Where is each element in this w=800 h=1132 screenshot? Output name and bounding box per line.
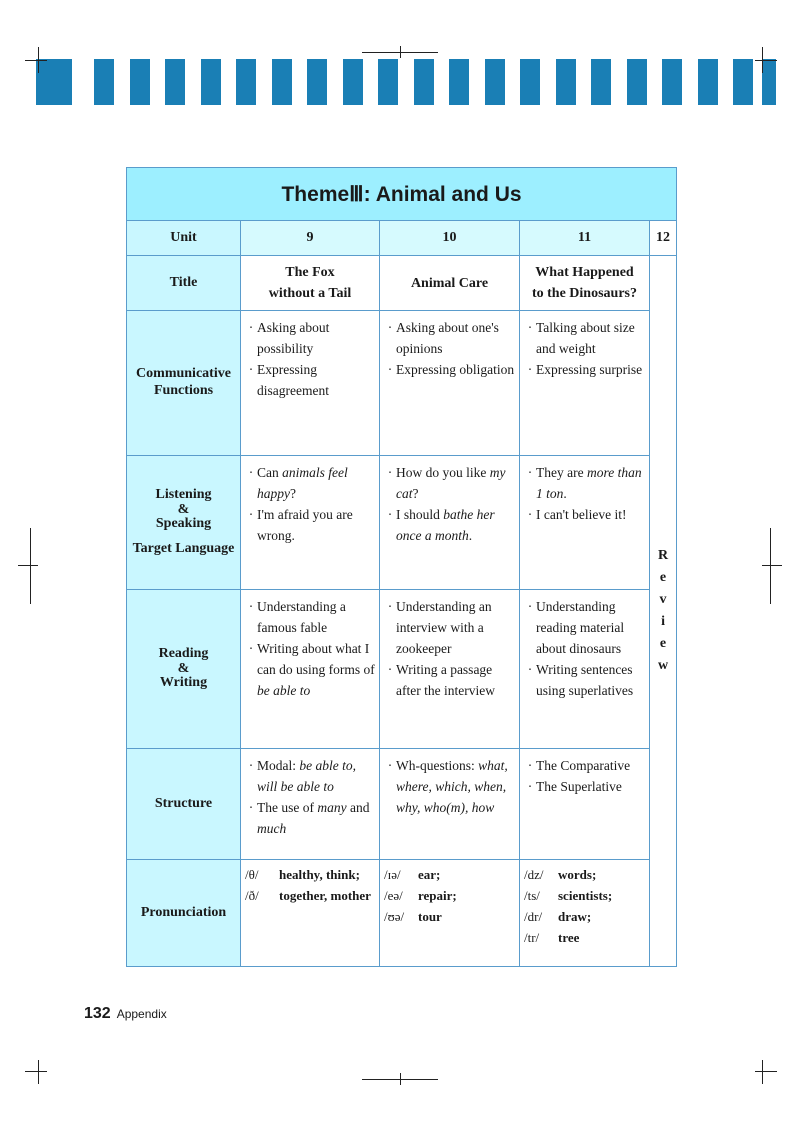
row-label-communicative: Communicative Functions — [127, 311, 241, 456]
row-label-title: Title — [127, 256, 241, 311]
title-unit-11: What Happened to the Dinosaurs? — [520, 256, 650, 311]
reading-unit-10: · Understanding an interview with a zookeeper · Writing a passage after the interview — [380, 590, 520, 749]
header-stripe — [36, 59, 776, 105]
title-unit-10: Animal Care — [380, 256, 520, 311]
listening-unit-10: · How do you like my cat? · I should bathe her once a month. — [380, 456, 520, 590]
communicative-unit-11: · Talking about size and weight · Expressing surprise — [520, 311, 650, 456]
listening-unit-11: · They are more than 1 ton. · I can't believe it! — [520, 456, 650, 590]
pronunciation-unit-9: /θ/ healthy, think; /ð/ together, mother — [241, 860, 380, 967]
syllabus-table — [126, 167, 677, 967]
review-column: R e v i e w — [650, 256, 677, 967]
title-unit-9: The Fox without a Tail — [241, 256, 380, 311]
listening-unit-9: · Can animals feel happy? · I'm afraid you are wrong. — [241, 456, 380, 590]
unit-11: 11 — [520, 221, 650, 256]
communicative-unit-9: · Asking about possibility · Expressing disagreement — [241, 311, 380, 456]
unit-10: 10 — [380, 221, 520, 256]
structure-unit-10: · Wh-questions: what, where, which, when, why, who(m), how — [380, 749, 520, 860]
page-number: 132 — [84, 1005, 111, 1022]
pronunciation-unit-10: /ɪə/ ear; /eə/ repair; /ʊə/ tour — [380, 860, 520, 967]
row-label-reading: Reading & Writing — [127, 590, 241, 749]
unit-12: 12 — [650, 221, 677, 256]
row-label-structure: Structure — [127, 749, 241, 860]
reading-unit-9: · Understanding a famous fable · Writing about what I can do using forms of be able to — [241, 590, 380, 749]
unit-9: 9 — [241, 221, 380, 256]
section-label: Appendix — [116, 1007, 167, 1021]
page-footer — [84, 1005, 167, 1023]
communicative-unit-10: · Asking about one's opinions · Expressing obligation — [380, 311, 520, 456]
structure-unit-11: · The Comparative · The Superlative — [520, 749, 650, 860]
structure-unit-9: · Modal: be able to, will be able to · The use of many and much — [241, 749, 380, 860]
theme-title: ThemeⅢ: Animal and Us — [127, 168, 677, 221]
reading-unit-11: · Understanding reading material about dinosaurs · Writing sentences using superlatives — [520, 590, 650, 749]
pronunciation-unit-11: /dz/ words; /ts/ scientists; /dr/ draw; /tr/ tree — [520, 860, 650, 967]
row-label-pronunciation: Pronunciation — [127, 860, 241, 967]
row-label-listening: Listening & Speaking Target Language — [127, 456, 241, 590]
unit-label: Unit — [127, 221, 241, 256]
